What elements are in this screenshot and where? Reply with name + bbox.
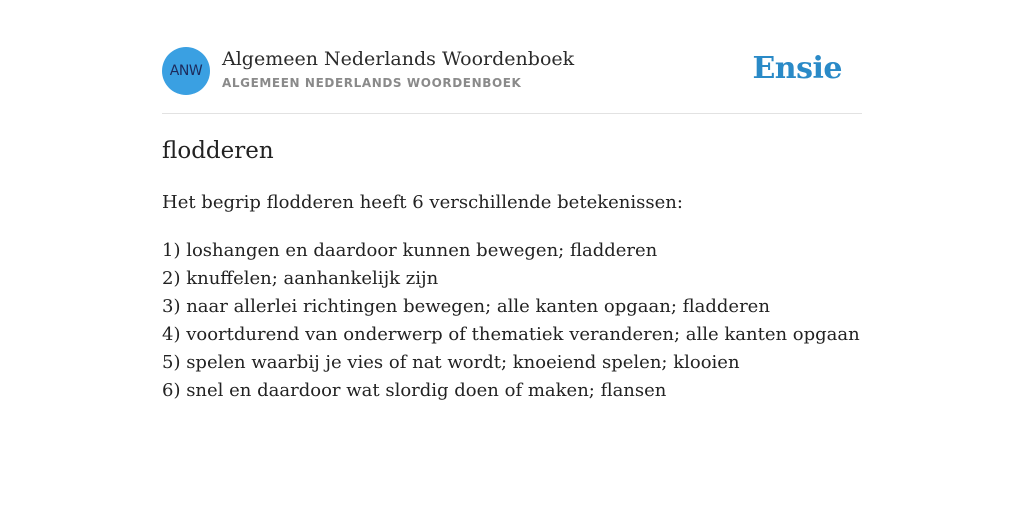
meanings-list xyxy=(162,237,860,405)
meaning-item: 3) naar allerlei richtingen bewegen; alle kanten opgaan; fladderen xyxy=(162,296,770,317)
brand-logo[interactable]: Ensie xyxy=(752,51,842,86)
header-divider xyxy=(162,113,862,114)
meaning-item: 2) knuffelen; aanhankelijk zijn xyxy=(162,268,439,289)
source-logo[interactable] xyxy=(162,47,210,95)
source-header xyxy=(162,47,862,95)
source-subtitle: ALGEMEEN NEDERLANDS WOORDENBOEK xyxy=(222,76,522,90)
source-logo-text: ANW xyxy=(169,63,203,79)
meaning-item: 1) loshangen en daardoor kunnen bewegen; fladderen xyxy=(162,240,658,261)
entry-word: flodderen xyxy=(162,138,274,164)
meaning-item: 4) voortdurend van onderwerp of thematiek veranderen; alle kanten opgaan xyxy=(162,324,860,345)
entry-intro: Het begrip flodderen heeft 6 verschillende betekenissen: xyxy=(162,192,683,213)
meaning-item: 6) snel en daardoor wat slordig doen of maken; flansen xyxy=(162,380,667,401)
source-title[interactable]: Algemeen Nederlands Woordenboek xyxy=(222,48,575,70)
meaning-item: 5) spelen waarbij je vies of nat wordt; knoeiend spelen; klooien xyxy=(162,352,740,373)
